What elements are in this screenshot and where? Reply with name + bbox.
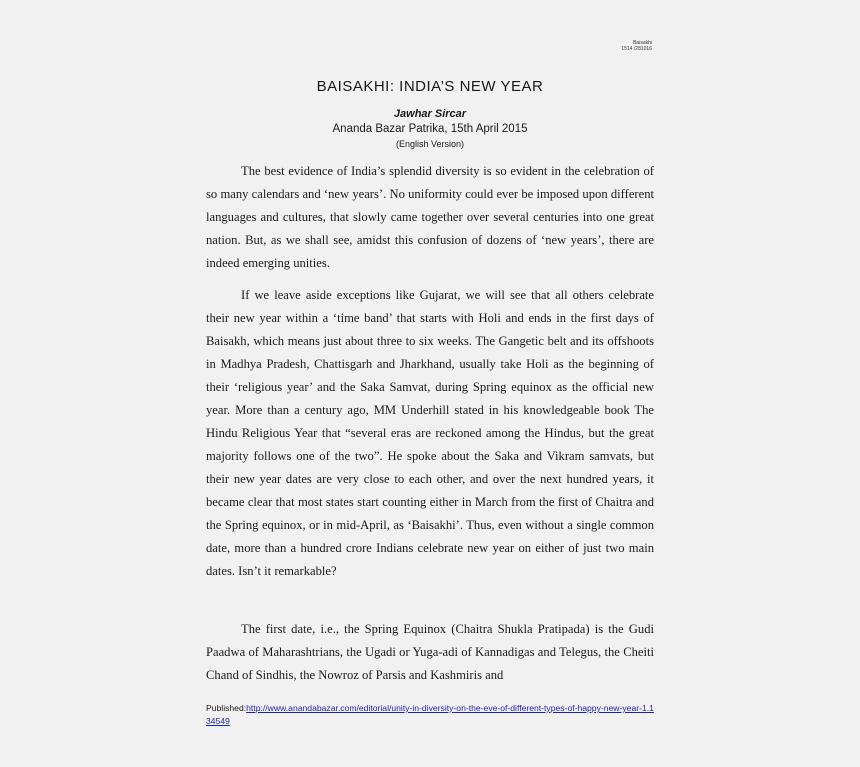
document-reference — [621, 40, 652, 52]
published-link[interactable]: http://www.anandabazar.com/editorial/unity-in-diversity-on-the-eve-of-different-types-of-happy-new-year-1.134549 — [206, 703, 654, 726]
version-note: (English Version) — [395, 139, 465, 149]
published-footer — [206, 702, 654, 728]
paragraph-3 — [206, 618, 654, 687]
reference-line-1: Baisakhi — [633, 40, 652, 46]
publication-source: Ananda Bazar Patrika, 15th April 2015 — [332, 123, 528, 135]
reference-line-2: 1514 /281016 — [621, 46, 652, 52]
author-name: Jawhar Sircar — [393, 108, 467, 120]
paragraph-1 — [206, 160, 654, 275]
paragraph-text: The first date, i.e., the Spring Equinox (Chaitra Shukla Pratipada) is the Gudi Paadwa of Maharashtrians, the Ugadi or Yuga-adi of Kannadigas and Telegus, the Cheiti Chand of Sindhis, the Nowroz of Parsis and Kashmiris and — [206, 622, 654, 682]
paragraph-2 — [206, 284, 654, 583]
paragraph-text: If we leave aside exceptions like Gujarat, we will see that all others celebrate their new year within a ‘time band’ that starts with Holi and ends in the first days of Baisakh, which means just about three to six weeks. The Gangetic belt and its offshoots in Madhya Pradesh, Chattisgarh and Jharkhand, usually take Holi as the beginning of their ‘religious year’ and the Saka Samvat, during Spring equinox as the official new year. More than a century ago, MM Underhill stated in his knowledgeable book The Hindu Religious Year that “several eras are reckoned among the Hindus, but the great majority follows one of the two”. He spoke about the Saka and Vikram samvats, but their new year dates are very close to each other, and over the next hundred years, it became clear that most states start counting either in March from the first of Chaitra and the Spring equinox, or in mid-April, as ‘Baisakhi’. Thus, even without a single common date, more than a hundred crore Indians celebrate new year on either of just two main dates. Isn’t it remarkable? — [206, 288, 654, 578]
published-label: Published: — [206, 703, 247, 713]
paragraph-text: The best evidence of India’s splendid diversity is so evident in the celebration of so many calendars and ‘new years’. No uniformity could ever be imposed upon different languages and cultures, that slowly came together over several centuries into one great nation. But, as we shall see, amidst this confusion of dozens of ‘new years’, there are indeed emerging unities. — [206, 164, 654, 270]
document-title: BAISAKHI: INDIA’S NEW YEAR — [316, 78, 544, 95]
